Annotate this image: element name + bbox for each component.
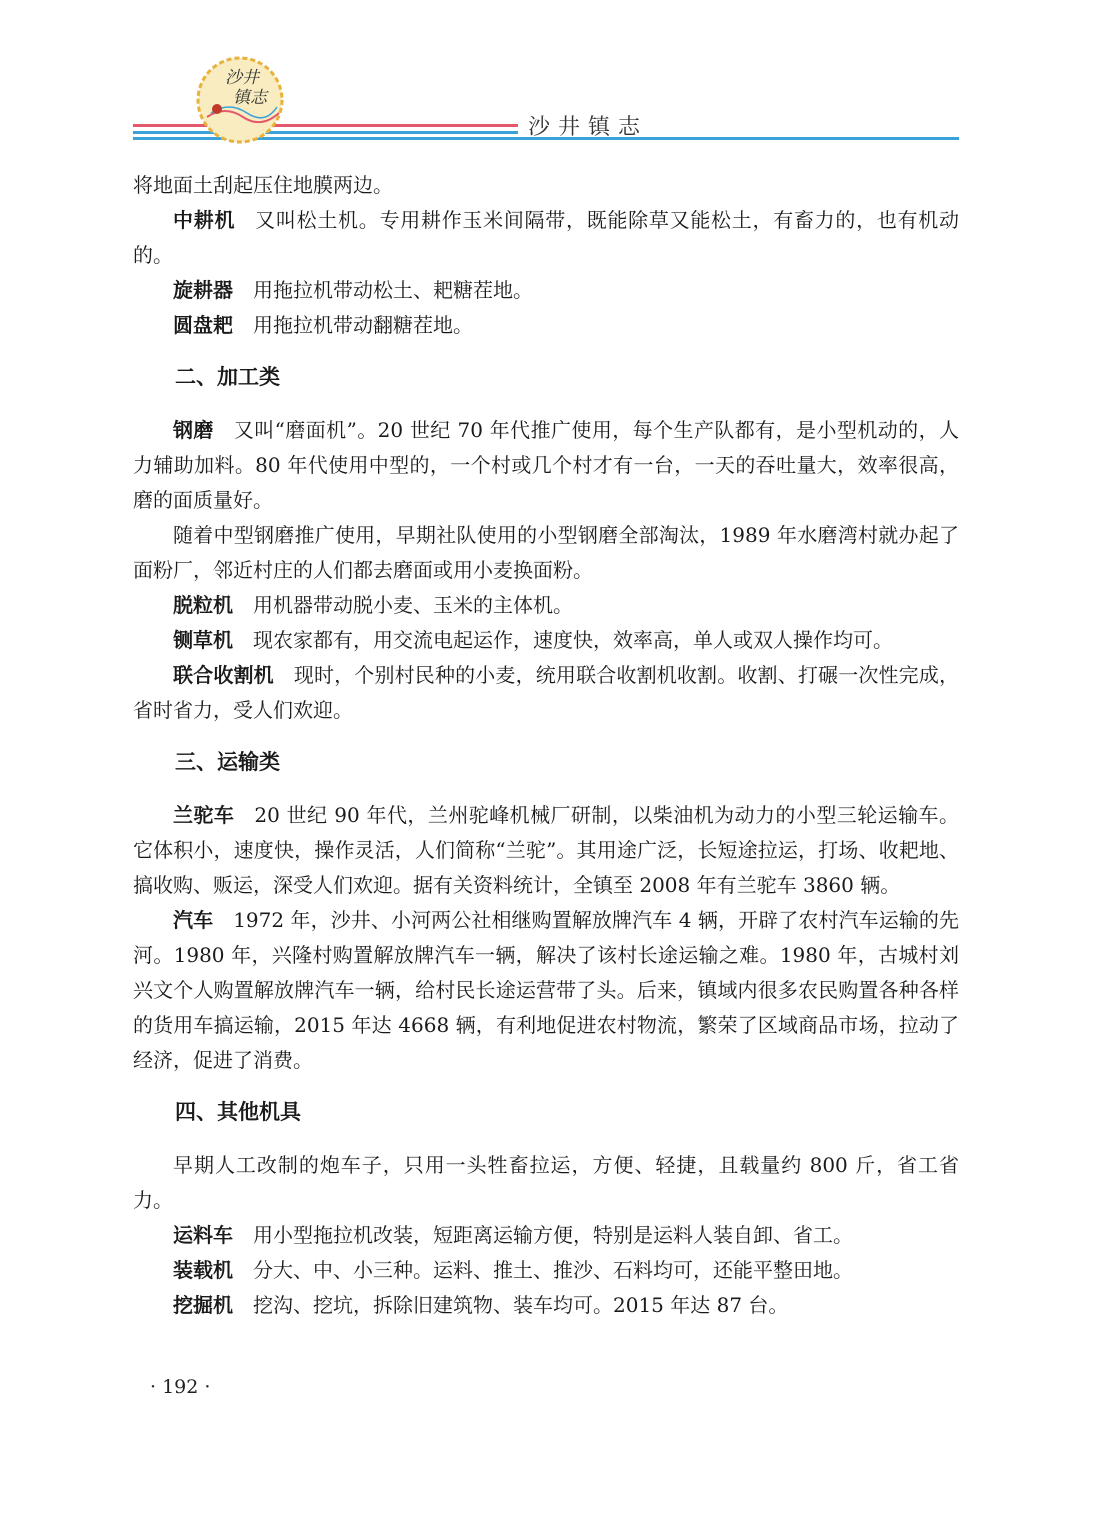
page-header <box>0 0 1093 150</box>
book-seal-logo <box>195 55 285 145</box>
entry-text: 现时，个别村民种的小麦，统用联合收割机收割。收割、打碾一次性完成，省时省力，受人们欢迎。 <box>133 663 960 722</box>
page-number: · 192 · <box>150 1376 211 1398</box>
entry-paragraph <box>133 273 959 308</box>
entry-paragraph <box>133 1218 959 1253</box>
entry-term: 铡草机 <box>173 628 233 652</box>
paragraph: 早期人工改制的炮车子，只用一头牲畜拉运，方便、轻捷，且载量约 800 斤，省工省力。 <box>133 1153 959 1212</box>
paragraph: 随着中型钢磨推广使用，早期社队使用的小型钢磨全部淘汰，1989 年水磨湾村就办起了面粉厂，邻近村庄的人们都去磨面或用小麦换面粉。 <box>133 523 959 582</box>
header-red-rule <box>133 124 518 127</box>
entry-paragraph <box>133 413 959 518</box>
section-heading: 四、其他机具 <box>175 1100 301 1124</box>
entry-paragraph <box>133 1288 959 1323</box>
seal-text-line1: 沙井 <box>225 68 259 88</box>
entry-text: 现农家都有，用交流电起运作，速度快，效率高，单人或双人操作均可。 <box>253 628 893 652</box>
entry-term: 挖掘机 <box>173 1293 233 1317</box>
entry-text: 挖沟、挖坑，拆除旧建筑物、装车均可。2015 年达 87 台。 <box>253 1293 789 1317</box>
entry-term: 旋耕器 <box>173 278 233 302</box>
entry-text: 用拖拉机带动松土、耙糖茬地。 <box>253 278 533 302</box>
running-title: 沙井镇志 <box>528 115 649 140</box>
entry-paragraph <box>133 623 959 658</box>
entry-text: 又叫松土机。专用耕作玉米间隔带，既能除草又能松土，有畜力的，也有机动的。 <box>133 208 960 267</box>
entry-text: 用拖拉机带动翻糖茬地。 <box>253 313 473 337</box>
entry-paragraph <box>133 588 959 623</box>
entry-term: 脱粒机 <box>173 593 233 617</box>
entry-paragraph <box>133 1253 959 1288</box>
entry-text: 用机器带动脱小麦、玉米的主体机。 <box>253 593 573 617</box>
entry-term: 汽车 <box>173 908 214 932</box>
entry-term: 钢磨 <box>173 418 214 442</box>
entry-term: 装载机 <box>173 1258 233 1282</box>
entry-text: 又叫“磨面机”。20 世纪 70 年代推广使用，每个生产队都有，是小型机动的，人力辅助加料。80 年代使用中型的，一个村或几个村才有一台，一天的吞吐量大，效率很高，磨的面质量好。 <box>133 418 959 512</box>
entry-paragraph <box>133 903 959 1078</box>
entry-term: 联合收割机 <box>173 663 274 687</box>
entry-text: 1972 年，沙井、小河两公社相继购置解放牌汽车 4 辆，开辟了农村汽车运输的先河。1980 年，兴隆村购置解放牌汽车一辆，解决了该村长途运输之难。1980 年，古城村刘兴文个人购置解放牌汽车一辆，给村民长途运营带了头。后来，镇域内很多农民购置各种各样的货用车搞运输，2015 年达 4668 辆，有利地促进农村物流，繁荣了区域商品市场，拉动了经济，促进了消费。 <box>133 908 959 1072</box>
entry-text: 分大、中、小三种。运料、推土、推沙、石料均可，还能平整田地。 <box>253 1258 853 1282</box>
header-blue-rule-upper <box>133 131 518 134</box>
section-heading: 二、加工类 <box>175 365 280 389</box>
paragraph: 将地面土刮起压住地膜两边。 <box>133 173 393 197</box>
entry-paragraph <box>133 658 959 728</box>
entry-text: 用小型拖拉机改装，短距离运输方便，特别是运料人装自卸、省工。 <box>253 1223 853 1247</box>
entry-term: 兰驼车 <box>173 803 235 827</box>
entry-term: 圆盘耙 <box>173 313 233 337</box>
entry-text: 20 世纪 90 年代，兰州驼峰机械厂研制，以柴油机为动力的小型三轮运输车。它体积小，速度快，操作灵活，人们简称“兰驼”。其用途广泛，长短途拉运，打场、收耙地、搞收购、贩运，深受人们欢迎。据有关资料统计，全镇至 2008 年有兰驼车 3860 辆。 <box>133 803 959 897</box>
section-heading: 三、运输类 <box>175 750 280 774</box>
page-body <box>133 168 959 1323</box>
seal-text-line2: 镇志 <box>233 88 267 108</box>
entry-term: 中耕机 <box>173 208 236 232</box>
entry-term: 运料车 <box>173 1223 233 1247</box>
entry-paragraph <box>133 798 959 903</box>
entry-paragraph <box>133 308 959 343</box>
entry-paragraph <box>133 203 959 273</box>
